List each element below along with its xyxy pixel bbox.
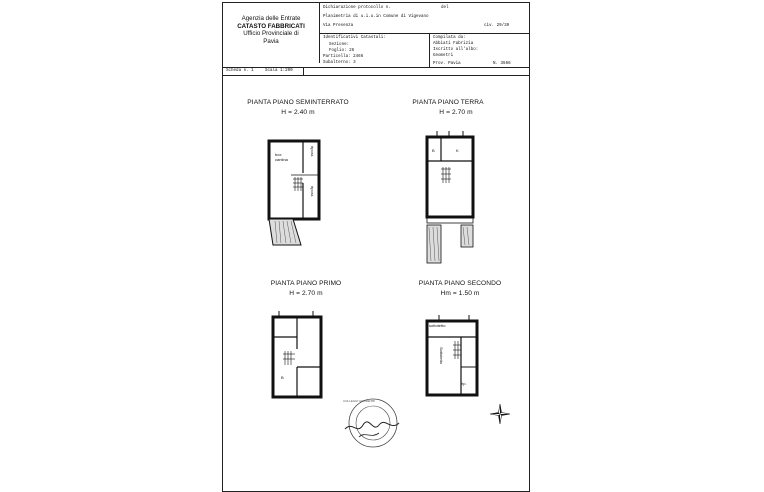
- particella-field: Particella: 2466: [323, 55, 364, 59]
- sheet-number: Scheda n. 1: [226, 68, 254, 73]
- room-label-k: K: [456, 148, 459, 153]
- declaration-label: Dichiarazione protocollo n.: [323, 6, 391, 10]
- plan-title-first: PIANTA PIANO PRIMO: [270, 280, 342, 287]
- declaration-date-label: del: [441, 6, 449, 10]
- agency-line-3: Ufficio Provinciale di: [243, 30, 299, 37]
- identifiers-title: Identificativi Catastali:: [323, 36, 386, 40]
- professional-stamp: [339, 395, 409, 451]
- room-label-box: box: [275, 152, 282, 157]
- sezione-field: Sezione:: [329, 43, 350, 47]
- compass-rose-icon: [489, 403, 511, 425]
- room-label-sottotetto-top: sottotetto: [429, 323, 446, 328]
- plan-title-second: PIANTA PIANO SECONDO: [418, 280, 502, 287]
- first-floorplan: [267, 309, 337, 409]
- second-floorplan: [419, 315, 489, 405]
- basement-floorplan: [263, 133, 333, 253]
- civic-number: civ. 29/39: [484, 24, 510, 28]
- room-label-b-first: B: [281, 375, 284, 380]
- plan-title-ground: PIANTA PIANO TERRA: [412, 99, 484, 106]
- agency-line-1: Agenzia delle Entrate: [241, 15, 301, 22]
- scale-value: Scala 1:200: [265, 68, 293, 73]
- register-value: Geometri: [433, 54, 454, 58]
- room-label-cantina: cantina: [275, 157, 288, 162]
- room-label-b-ground: B: [432, 148, 435, 153]
- planimetria-text: Planimetria di u.i.u.in Comune di Vigevano: [323, 15, 429, 19]
- plan-height-second: Hm = 1.50 m: [440, 290, 480, 297]
- cadastral-sheet: [222, 2, 530, 492]
- ground-floorplan: [419, 127, 489, 267]
- compiler-block: [429, 33, 529, 67]
- header-divider-2: [223, 75, 529, 76]
- compiled-by-label: Compilata da:: [433, 36, 466, 40]
- register-number: N. 3566: [493, 62, 511, 66]
- compiler-name: Abbiati Fabrizia: [433, 42, 474, 46]
- agency-text: [223, 15, 319, 45]
- declaration-block: [319, 3, 529, 34]
- stamp-text: COLLEGIO GEOMETRI: [343, 399, 376, 403]
- room-label-sottotetto-main: Sottotetto: [439, 346, 445, 365]
- plan-height-first: H = 2.70 m: [289, 290, 323, 297]
- register-label: Iscritto all'albo:: [433, 48, 479, 52]
- plan-title-basement: PIANTA PIANO SEMINTERRATO: [247, 99, 349, 106]
- room-label-ripost-2: ripost.: [309, 186, 315, 197]
- agency-block: [223, 3, 320, 63]
- plan-height-basement: H = 2.40 m: [281, 109, 315, 116]
- subalterno-field: Subalterno: 3: [323, 61, 356, 65]
- scale-cell: [223, 67, 304, 75]
- province-field: Prov. Pavia: [433, 62, 461, 66]
- identifiers-block: [319, 33, 430, 67]
- agency-line-4: Pavia: [263, 37, 279, 45]
- room-label-rip: rip.: [461, 381, 467, 386]
- agency-line-2: CATASTO FABBRICATI: [237, 22, 305, 30]
- plan-height-ground: H = 2.70 m: [439, 109, 473, 116]
- room-label-ripost-1: ripost.: [309, 146, 315, 157]
- address-text: Via Presenza: [323, 24, 354, 28]
- foglio-field: Foglio: 26: [329, 49, 355, 53]
